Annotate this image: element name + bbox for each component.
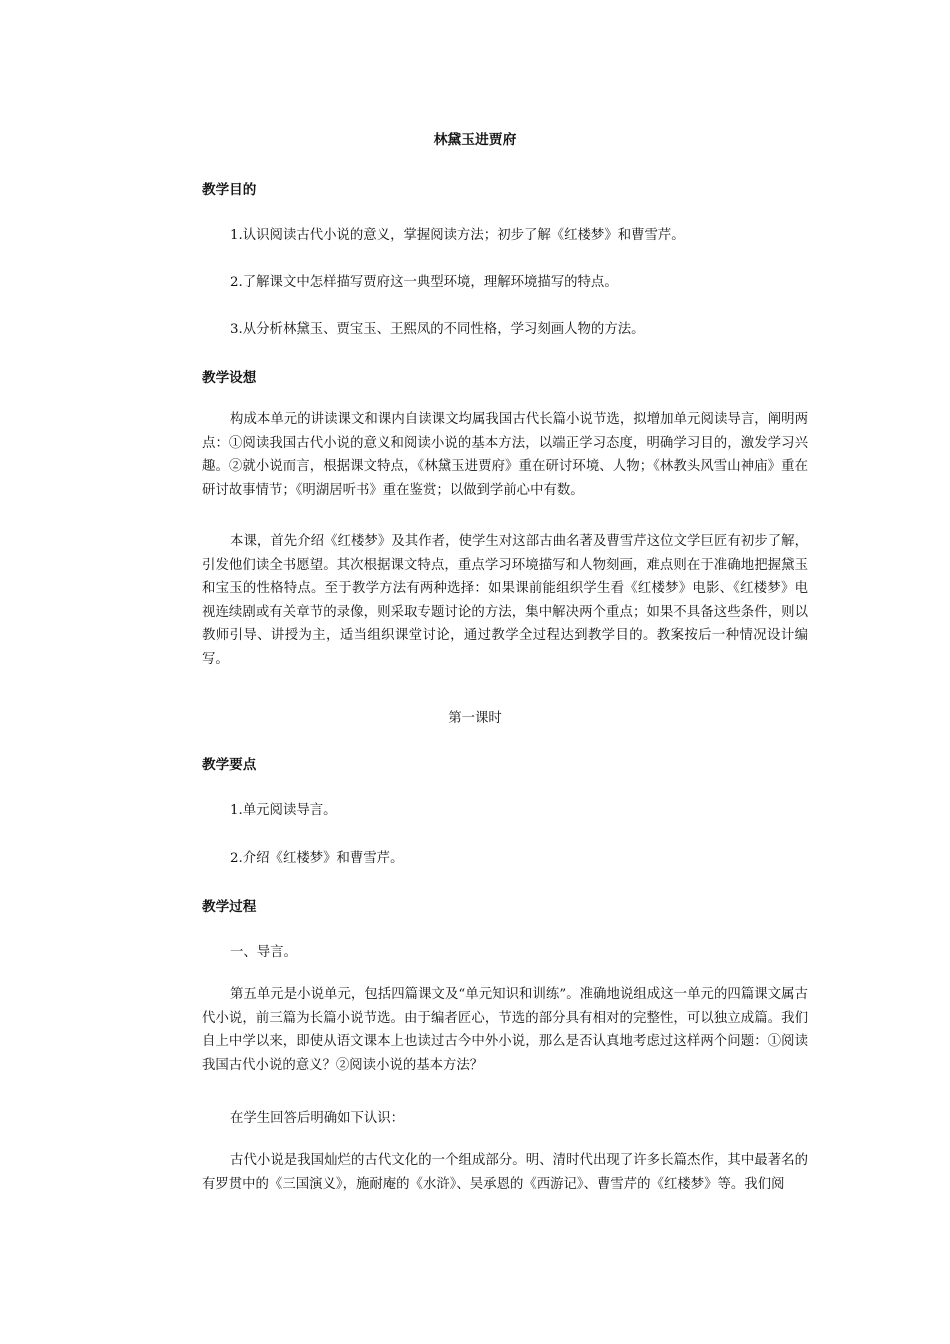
key-point-item-2: 2.介绍《红楼梦》和曹雪芹。 — [230, 851, 404, 866]
key-point-item-1: 1.单元阅读导言。 — [230, 803, 337, 818]
document-title: 林黛玉进贾府 — [433, 132, 517, 148]
section-heading-process: 教学过程 — [202, 899, 257, 915]
lesson-title: 第一课时 — [448, 711, 502, 726]
process-paragraph-1: 第五单元是小说单元，包括四篇课文及“单元知识和训练”。准确地说组成这一单元的四篇课文属古代小说，前三篇为长篇小说节选。由于编者匠心，节选的部分具有相对的完整性，可以独立成篇。我们自上中学以来，即使从语文课本上也读过古今中外小说，那么是否认真地考虑过这样两个问题：①阅读我国古代小说的意义？②阅读小说的基本方法？ — [202, 987, 808, 1073]
section-heading-concept: 教学设想 — [202, 370, 257, 386]
process-paragraph-3: 古代小说是我国灿烂的古代文化的一个组成部分。明、清时代出现了许多长篇杰作，其中最著名的有罗贯中的《三国演义》，施耐庵的《水浒》、吴承恩的《西游记》、曹雪芹的《红楼梦》等。我们阅 — [202, 1153, 808, 1192]
objective-item-1: 1.认识阅读古代小说的意义，掌握阅读方法；初步了解《红楼梦》和曹雪芹。 — [230, 228, 685, 243]
process-step-1: 一、导言。 — [230, 945, 297, 960]
objective-item-3: 3.从分析林黛玉、贾宝玉、王熙凤的不同性格，学习刻画人物的方法。 — [230, 322, 645, 337]
concept-paragraph-2: 本课，首先介绍《红楼梦》及其作者，使学生对这部古曲名著及曹雪芹这位文学巨匠有初步了解，引发他们读全书愿望。其次根据课文特点，重点学习环境描写和人物刻画，难点则在于准确地把握黛玉和宝玉的性格特点。至于教学方法有两种选择：如果课前能组织学生看《红楼梦》电影、《红楼梦》电视连续剧或有关章节的录像，则采取专题讨论的方法，集中解决两个重点；如果不具备这些条件，则以教师引导、讲授为主，适当组织课堂讨论，通过教学全过程达到教学目的。教案按后一种情况设计编写。 — [202, 534, 808, 667]
process-paragraph-2: 在学生回答后明确如下认识： — [230, 1111, 405, 1126]
concept-paragraph-1: 构成本单元的讲读课文和课内自读课文均属我国古代长篇小说节选，拟增加单元阅读导言，阐明两点：①阅读我国古代小说的意义和阅读小说的基本方法，以端正学习态度，明确学习目的，激发学习兴趣。②就小说而言，根据课文特点，《林黛玉进贾府》重在研讨环境、人物；《林教头风雪山神庙》重在研讨故事情节；《明湖居听书》重在鉴赏；以做到学前心中有数。 — [202, 412, 808, 498]
section-heading-key-points: 教学要点 — [202, 757, 257, 773]
objective-item-2: 2.了解课文中怎样描写贾府这一典型环境，理解环境描写的特点。 — [230, 275, 618, 290]
section-heading-objectives: 教学目的 — [202, 182, 257, 198]
